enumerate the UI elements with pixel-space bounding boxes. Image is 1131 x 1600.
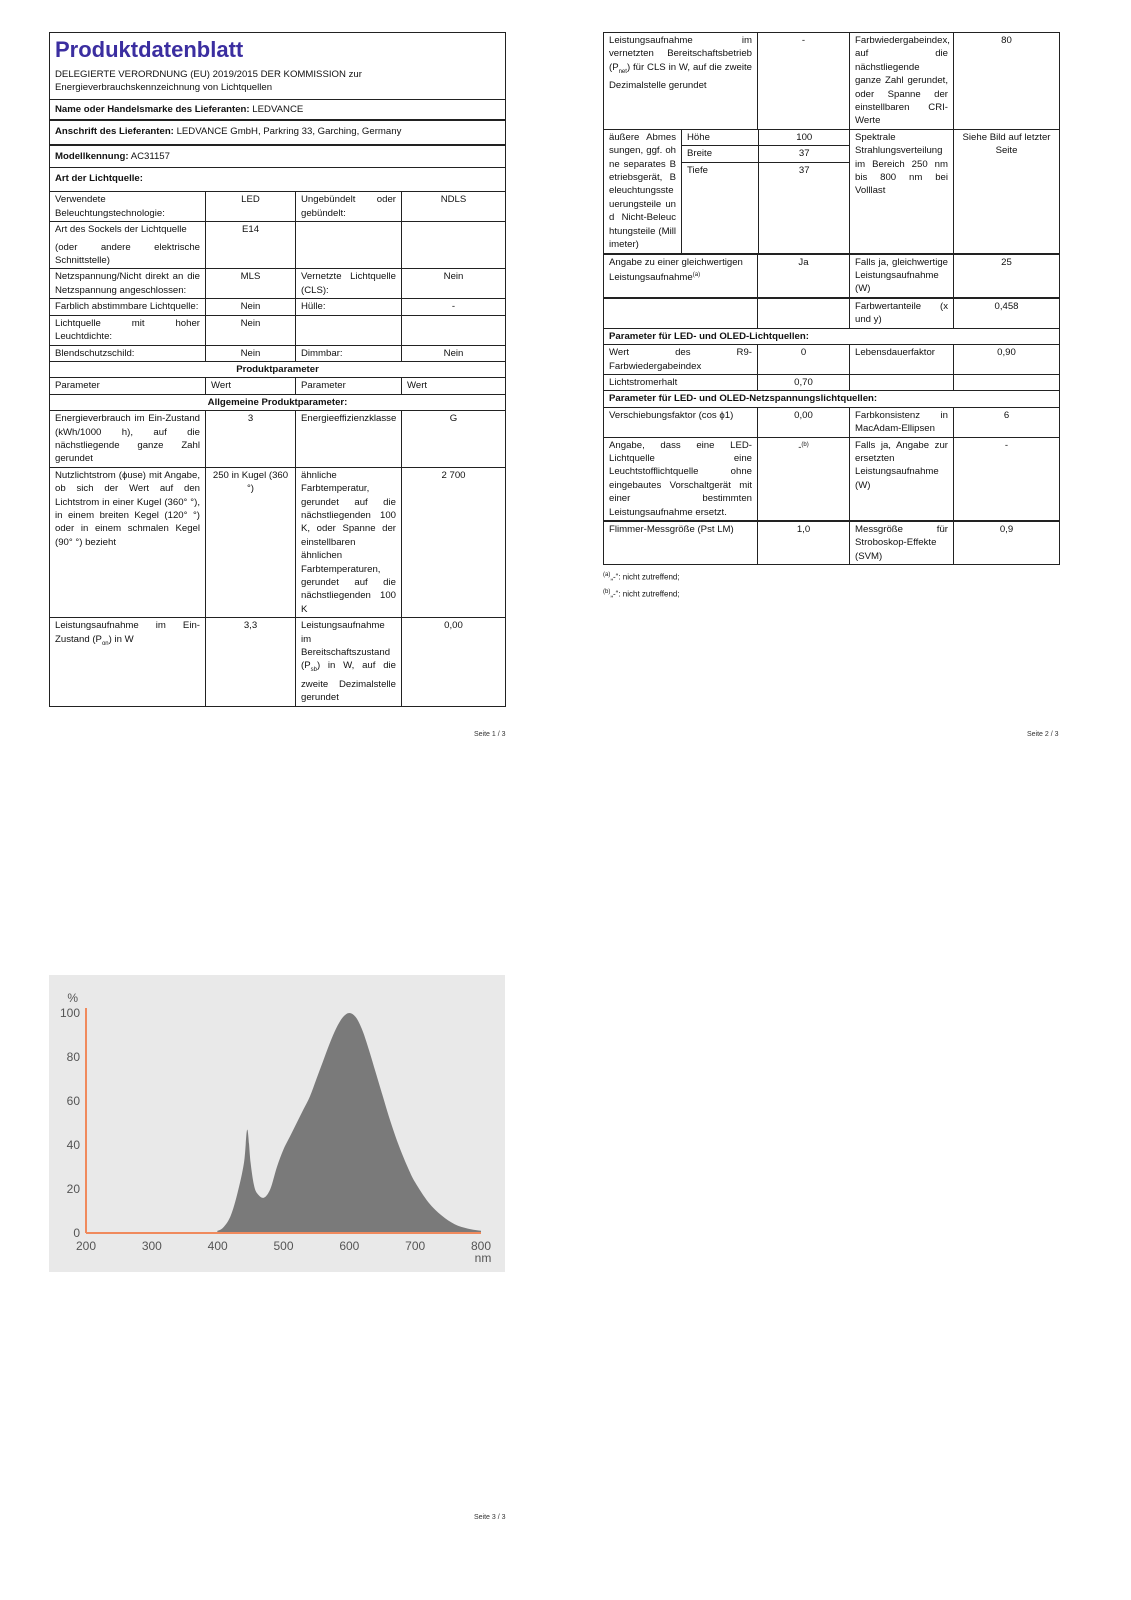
param-cell: Farblich abstimmbare Lichtquelle: <box>50 299 206 315</box>
table-row <box>50 269 506 299</box>
address-value: LEDVANCE GmbH, Parkring 33, Garching, Germany <box>176 126 402 138</box>
y-tick-label: 20 <box>66 1182 80 1196</box>
y-tick-label: 100 <box>59 1006 80 1020</box>
value-cell: 3,3 <box>206 618 296 706</box>
y-tick-label: 40 <box>66 1138 80 1152</box>
table-row <box>604 407 1060 437</box>
general-params-heading: Allgemeine Produktparameter: <box>50 394 506 410</box>
page1-table-wrap <box>49 32 505 707</box>
value-cell: LED <box>206 192 296 222</box>
table-row <box>50 467 506 617</box>
value-cell: 0,70 <box>758 374 850 390</box>
dim-value: 37 <box>798 164 810 176</box>
value-cell <box>402 315 506 345</box>
empty-cell <box>758 298 850 328</box>
y-tick-label: 80 <box>66 1050 80 1064</box>
value-cell: 3 <box>206 411 296 468</box>
param-cell: Energieverbrauch im Ein-Zustand (kWh/1000 h), auf die nächstliegende ganze Zahl gerundet <box>50 411 206 468</box>
table-row <box>50 411 506 468</box>
param-cell <box>296 315 402 345</box>
param-cell: Lebensdauerfaktor <box>850 345 954 375</box>
spectral-label: Spektrale Strahlungsverteilung im Bereich 250 nm bis 800 nm bei Volllast <box>850 129 954 253</box>
value-cell: Nein <box>206 299 296 315</box>
socket-note: (oder andere elektrische Schnittstelle) <box>55 241 200 267</box>
table-row <box>50 222 506 269</box>
table-row <box>50 618 506 706</box>
table-row <box>604 437 1060 521</box>
empty-cell <box>850 374 954 390</box>
socket-label: Art des Sockels der Lichtquelle <box>55 224 187 236</box>
empty-cell <box>604 298 758 328</box>
param-cell: Lichtstromerhalt <box>604 374 758 390</box>
y-tick-label: 60 <box>66 1094 80 1108</box>
table-row <box>604 374 1060 390</box>
model-label: Modellkennung: <box>55 150 129 162</box>
spectral-value: Siehe Bild auf letzter Seite <box>954 129 1060 253</box>
table-row <box>604 129 1060 253</box>
value-cell <box>402 222 506 269</box>
value-cell: NDLS <box>402 192 506 222</box>
param-cell: Ungebündelt oder gebündelt: <box>296 192 402 222</box>
x-tick-label: 700 <box>405 1239 426 1253</box>
value-cell: 0,90 <box>954 345 1060 375</box>
dim-value: 37 <box>758 146 850 162</box>
supplier-value: LEDVANCE <box>252 103 304 115</box>
supplier-label: Name oder Handelsmarke des Lieferanten: <box>55 103 250 115</box>
address-label: Anschrift des Lieferanten: <box>55 126 174 138</box>
table-row <box>604 521 1060 565</box>
value-cell: 1,0 <box>758 521 850 565</box>
value-cell: E14 <box>206 222 296 269</box>
value-cell: 80 <box>954 33 1060 130</box>
value-cell: 250 in Kugel (360 °) <box>206 467 296 617</box>
value-cell: G <box>402 411 506 468</box>
value-cell: 0,00 <box>758 407 850 437</box>
value-cell: Nein <box>402 269 506 299</box>
y-tick-label: 0 <box>73 1226 80 1240</box>
footnote: $^{(a)}$„-“: nicht zutreffend; <box>603 572 680 582</box>
page2-table <box>603 32 1060 565</box>
param-cell: Hülle: <box>296 299 402 315</box>
value-cell: Ja <box>758 254 850 298</box>
y-axis-unit: % <box>67 991 78 1005</box>
param-cell: Dimmbar: <box>296 345 402 361</box>
param-cell: Leistungsaufnahme im Bereitschaftszustand $(P_{sb})$ in W, auf die zweite Dezimalstelle gerundet <box>296 618 402 706</box>
param-cell: Netzspannung/Nicht direkt an die Netzspannung angeschlossen: <box>50 269 206 299</box>
value-cell: - <box>402 299 506 315</box>
param-cell: Angabe zu einer gleichwertigen Leistungsaufnahme$^{(a)}$ <box>604 254 758 298</box>
x-tick-label: 200 <box>75 1239 97 1253</box>
param-cell: Farbwiedergabeindex, auf die nächstliegende ganze Zahl gerundet, oder Spanne der einstellbaren CRI-Werte <box>850 33 954 130</box>
param-cell: Flimmer-Messgröße (Pst LM) <box>604 521 758 565</box>
dim-name: Höhe <box>682 130 758 146</box>
param-cell: ähnliche Farbtemperatur, gerundet auf die nächstliegenden 100 K, oder Spanne der einstellbaren ähnlichen Farbtemperaturen, gerundet auf die nächstliegenden 100 K <box>296 467 402 617</box>
table-row <box>50 299 506 315</box>
empty-cell <box>954 374 1060 390</box>
value-cell: MLS <box>206 269 296 299</box>
col-header-value: Wert <box>402 378 506 394</box>
value-cell: 0 <box>758 345 850 375</box>
led-params-heading: Parameter für LED- und OLED-Lichtquellen: <box>604 328 1060 344</box>
value-cell: Nein <box>206 315 296 345</box>
x-tick-label: 600 <box>339 1239 360 1253</box>
value-cell: 0,00 <box>402 618 506 706</box>
param-cell: Blendschutzschild: <box>50 345 206 361</box>
value-cell: 25 <box>954 254 1060 298</box>
mains-params-heading: Parameter für LED- und OLED-Netzspannungslichtquellen: <box>604 391 1060 407</box>
value-cell: - <box>758 33 850 130</box>
x-tick-label: 300 <box>141 1239 162 1253</box>
param-cell: Vernetzte Lichtquelle (CLS): <box>296 269 402 299</box>
dim-name: Tiefe <box>682 162 758 253</box>
col-header-param: Parameter <box>296 378 402 394</box>
table-row <box>50 345 506 361</box>
param-cell: Farbwertanteile (x und y) <box>850 298 954 328</box>
dimensions-cell <box>682 129 850 253</box>
param-cell: Wert des R9-Farbwiedergabeindex <box>604 345 758 375</box>
param-cell: Verschiebungsfaktor (cos ϕ1) <box>604 407 758 437</box>
value-cell: 2 700 <box>402 467 506 617</box>
x-tick-label: 400 <box>207 1239 228 1253</box>
page-number: Seite 1 / 3 <box>474 731 506 738</box>
page1-table <box>49 32 506 707</box>
param-cell: Leistungsaufnahme im Ein-Zustand $(P_{on})$ in W <box>50 618 206 706</box>
param-cell: Messgröße für Stroboskop-Effekte (SVM) <box>850 521 954 565</box>
footnote: $^{(b)}$„-“: nicht zutreffend; <box>603 588 680 599</box>
param-cell <box>296 222 402 269</box>
page-number: Seite 2 / 3 <box>1027 731 1059 738</box>
footnotes <box>603 568 1059 601</box>
value-cell: 0,458 <box>954 298 1060 328</box>
column-header-row <box>50 378 506 394</box>
regulation-text: DELEGIERTE VERORDNUNG (EU) 2019/2015 DER KOMMISSION zur Energieverbrauchskennzeichnung von Lichtquellen <box>55 69 362 94</box>
param-cell: Energieeffizienzklasse <box>296 411 402 468</box>
spectrum-chart-svg <box>49 975 505 1272</box>
spectrum-chart <box>49 975 505 1272</box>
param-cell: Farbkonsistenz in MacAdam-Ellipsen <box>850 407 954 437</box>
x-tick-label: 800 <box>470 1239 492 1253</box>
page-number: Seite 3 / 3 <box>474 1514 506 1521</box>
page-title: Produktdatenblatt <box>55 37 244 62</box>
param-cell: Lichtquelle mit hoher Leuchtdichte: <box>50 315 206 345</box>
x-axis-unit: nm <box>474 1251 492 1265</box>
table-row <box>604 254 1060 298</box>
type-heading: Art der Lichtquelle: <box>50 168 506 192</box>
param-cell: Falls ja, gleichwertige Leistungsaufnahme (W) <box>850 254 954 298</box>
value-cell: Nein <box>402 345 506 361</box>
table-row <box>604 345 1060 375</box>
param-cell: Falls ja, Angabe zur ersetzten Leistungsaufnahme (W) <box>850 437 954 521</box>
table-row <box>50 192 506 222</box>
value-cell: Nein <box>206 345 296 361</box>
col-header-value: Wert <box>206 378 296 394</box>
col-header-param: Parameter <box>50 378 206 394</box>
param-cell: Leistungsaufnahme im vernetzten Bereitschaftsbetrieb $(P_{net})$ für CLS in W, auf die zweite Dezimalstelle gerundet <box>604 33 758 130</box>
page2-table-wrap <box>603 32 1059 602</box>
value-cell: 6 <box>954 407 1060 437</box>
dim-value: 100 <box>758 130 850 146</box>
value-cell: - <box>954 437 1060 521</box>
param-cell <box>50 222 206 269</box>
model-value: AC31157 <box>130 150 170 162</box>
value-cell: -$^{(b)}$ <box>758 437 850 521</box>
dim-name: Breite <box>682 146 758 162</box>
table-row <box>50 315 506 345</box>
product-params-heading: Produktparameter <box>50 361 506 377</box>
x-tick-label: 500 <box>273 1239 294 1253</box>
param-cell: Verwendete Beleuchtungstechnologie: <box>50 192 206 222</box>
table-row <box>604 33 1060 130</box>
dimensions-label: äußere Abmessungen, ggf. ohne separates Betriebsgerät, Beleuchtungssteuerungsteile und Nicht-Beleuchtungsteile (Millimeter) <box>604 129 682 253</box>
table-row <box>604 298 1060 328</box>
param-cell: Angabe, dass eine LED-Lichtquelle eine Leuchtstofflichtquelle ohne eingebautes Vorschaltgerät mit einer bestimmten Leistungsaufnahme ersetzt. <box>604 437 758 521</box>
value-cell: 0,9 <box>954 521 1060 565</box>
param-cell: Nutzlichtstrom (ϕuse) mit Angabe, ob sich der Wert auf den Lichtstrom in einer Kugel (360° °), in einem breiten Kegel (120° °) oder in einem schmalen Kegel (90° °) bezieht <box>50 467 206 617</box>
